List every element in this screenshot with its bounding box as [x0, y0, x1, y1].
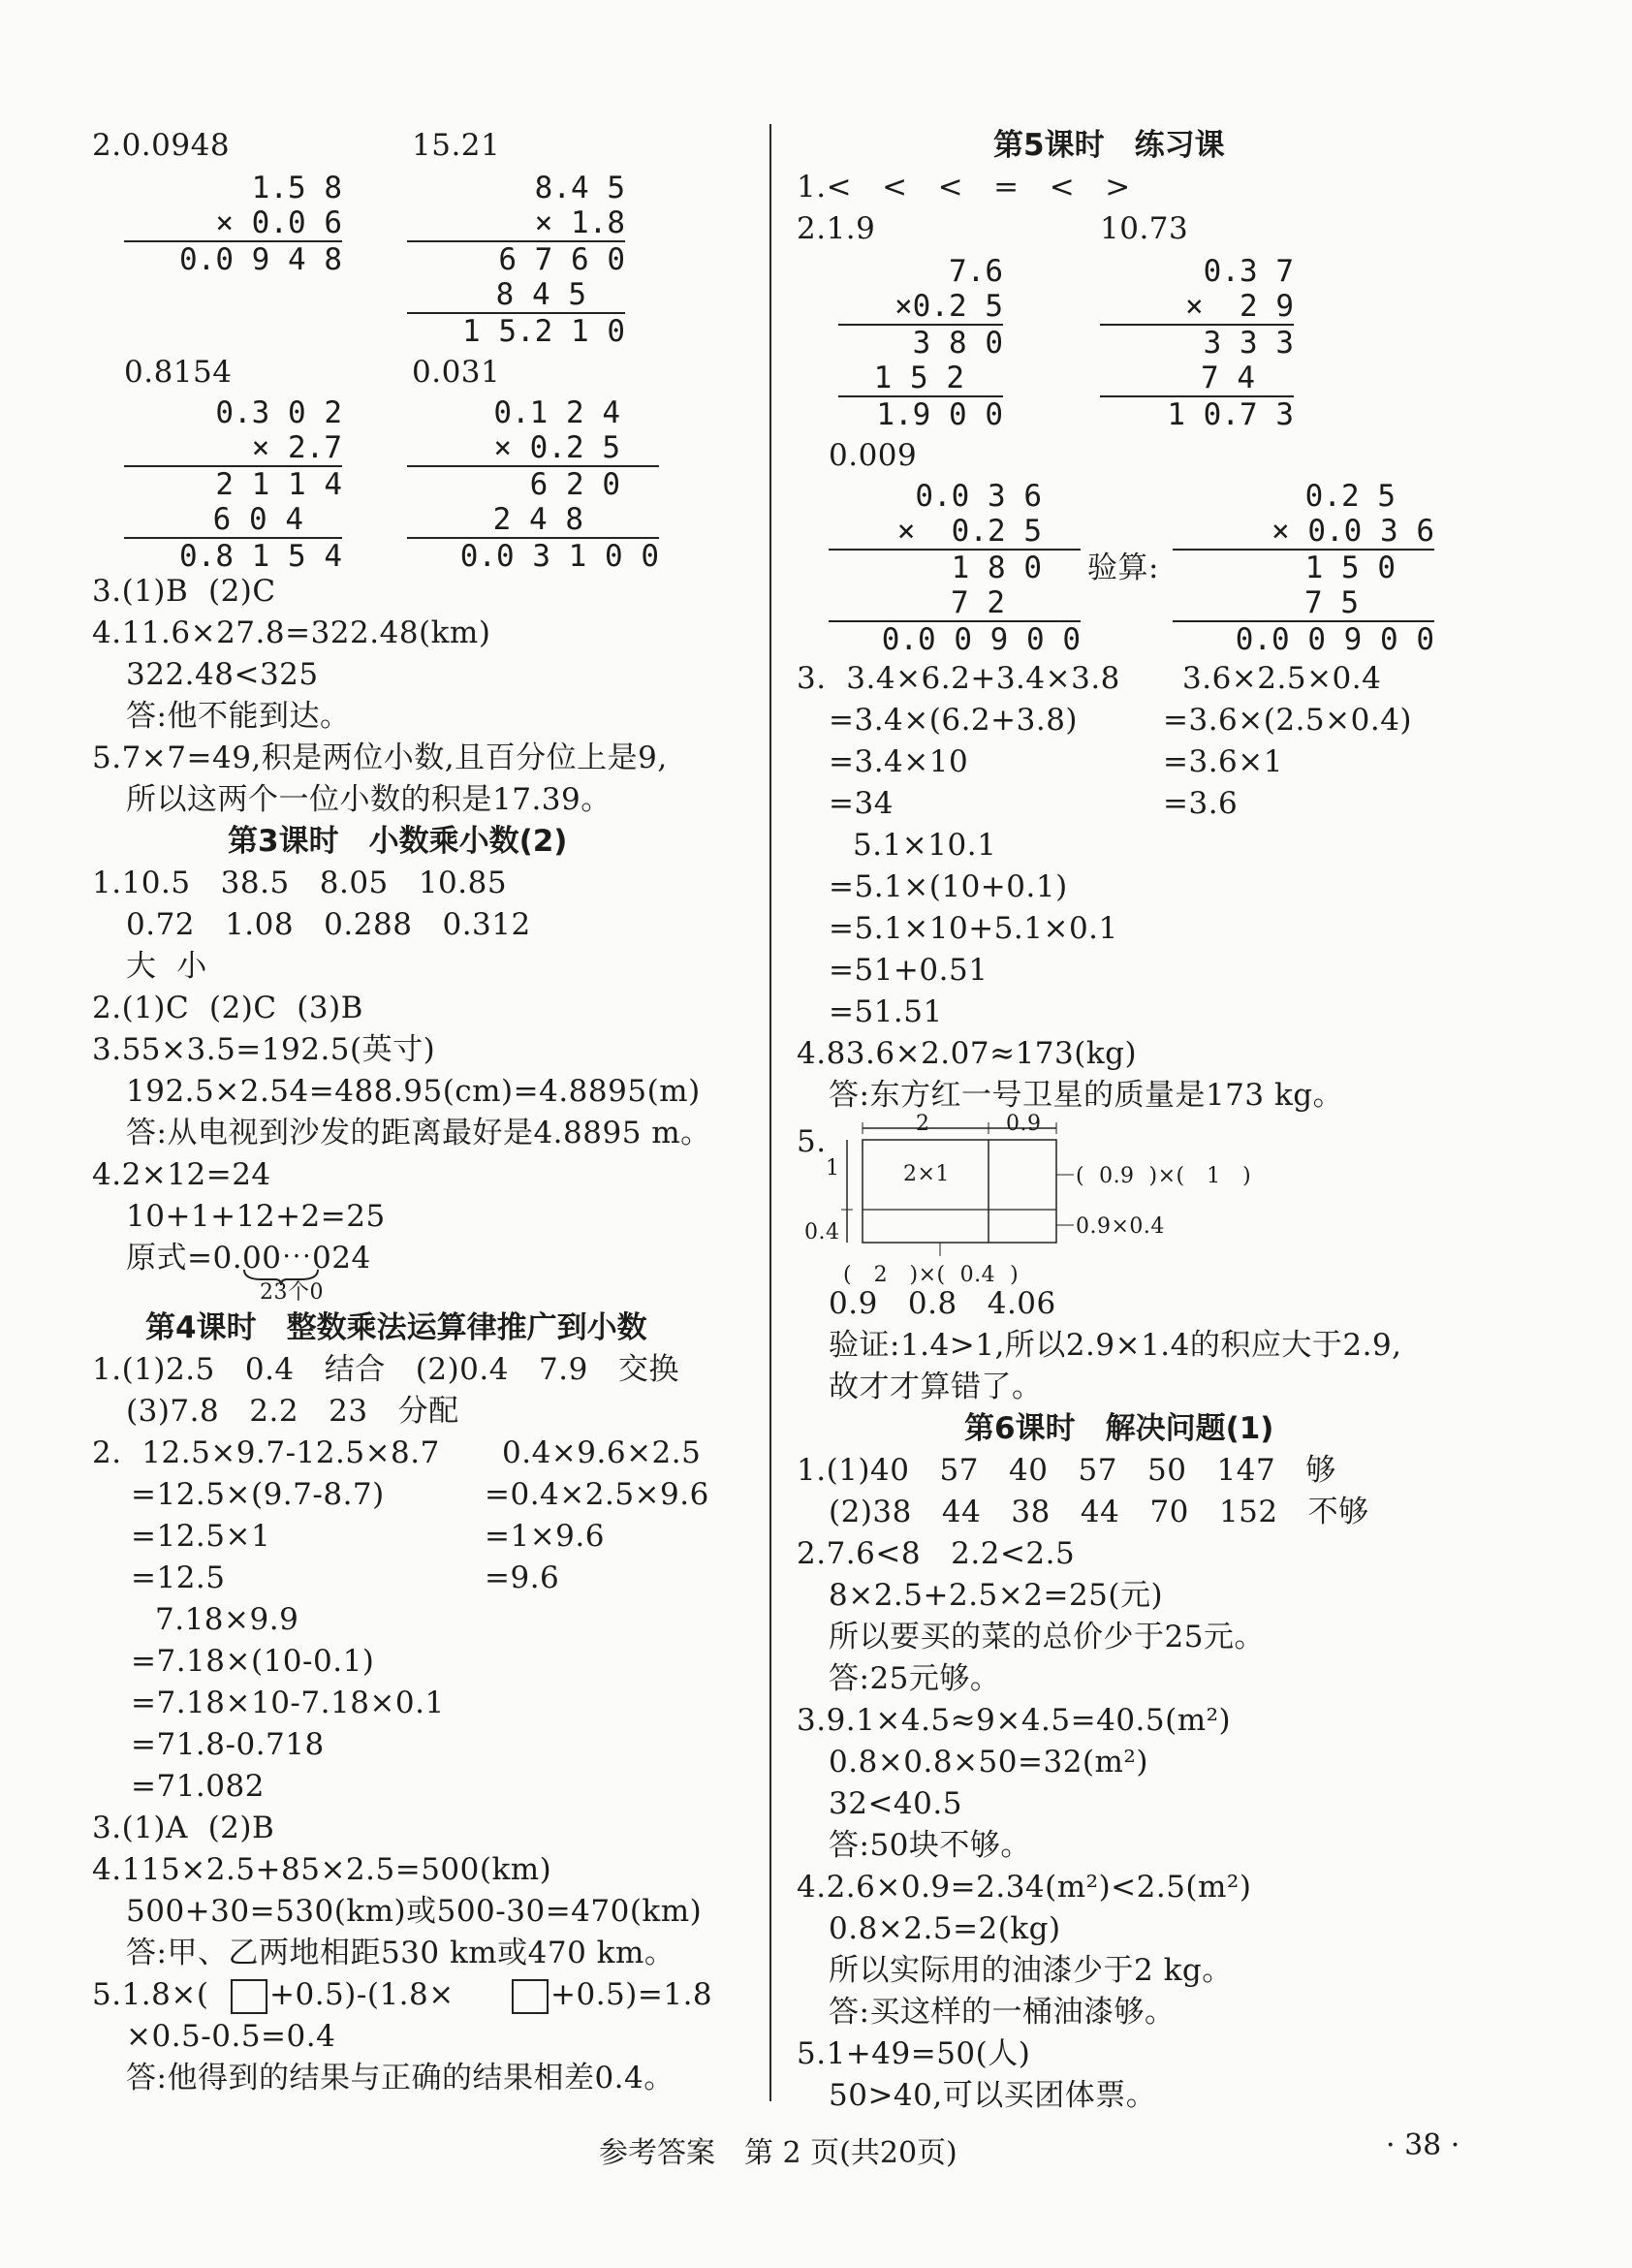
- answer-line: 4.2×12=24: [92, 1157, 271, 1192]
- answer-line: 7.18×9.9: [155, 1602, 299, 1637]
- answer-4-line: 答:他不能到达。: [126, 699, 351, 734]
- answer-line: =51+0.51: [829, 953, 989, 988]
- fig-label: 0.9×0.4: [1076, 1214, 1165, 1239]
- answer-line: 故才才算错了。: [829, 1370, 1043, 1404]
- answer-line: 0.8×2.5=2(kg): [829, 1911, 1061, 1946]
- answer-line: =3.4×10: [829, 744, 969, 779]
- answer-line: 0.9 0.8 4.06: [829, 1286, 1056, 1321]
- lesson-5-heading: 第5课时 练习课: [993, 128, 1225, 163]
- answer-line: 1.< < < = < >: [797, 170, 1131, 205]
- answer-line: 4.83.6×2.07≈173(kg): [797, 1036, 1138, 1071]
- answer-line: 3.9.1×4.5≈9×4.5=40.5(m²): [797, 1703, 1232, 1738]
- answer-line: 5.1+49=50(人): [797, 2036, 1031, 2071]
- answer-3: 3.(1)B (2)C: [92, 574, 276, 609]
- answer-line: =12.5×(9.7-8.7): [131, 1477, 385, 1512]
- answer-line: 0.4×9.6×2.5: [502, 1435, 702, 1470]
- answer-line: 答:50块不够。: [829, 1828, 1031, 1863]
- answer-line: +0.5)=1.8: [550, 1977, 713, 2012]
- answer-line: 3.6×2.5×0.4: [1182, 661, 1382, 696]
- answer-line: 3.55×3.5=192.5(英寸): [92, 1032, 436, 1067]
- lesson-3-heading: 第3课时 小数乘小数(2): [228, 824, 568, 859]
- brace-label: 23个0: [260, 1280, 324, 1305]
- fig-label: 1: [826, 1156, 840, 1181]
- answer-line: 答:他得到的结果与正确的结果相差0.4。: [126, 2061, 675, 2095]
- answer-line: =34: [829, 786, 894, 821]
- answer-line: =3.4×(6.2+3.8): [829, 703, 1079, 738]
- answer-line: =9.6: [485, 1560, 560, 1595]
- q2-b-result: 15.21: [412, 128, 501, 163]
- answer-line: 2.(1)C (2)C (3)B: [92, 991, 363, 1025]
- answer-line: 10.73: [1100, 211, 1189, 246]
- answer-line: 5.1.8×(: [92, 1977, 209, 2012]
- answer-line: +0.5)-(1.8×: [269, 1977, 455, 2012]
- vertical-mult-3: 0.3 0 2 × 2.7 2 1 1 4 6 0 4 0.8 1 5 4: [124, 395, 342, 574]
- answer-line: 192.5×2.54=488.95(cm)=4.8895(m): [126, 1074, 701, 1109]
- column-divider: [769, 124, 771, 2101]
- answer-line: 1.(1)40 57 40 57 50 147 够: [797, 1453, 1336, 1488]
- area-diagram: [804, 1112, 1252, 1262]
- answer-line: 2.1.9: [797, 211, 876, 246]
- answer-line: =7.18×10-7.18×0.1: [131, 1685, 445, 1720]
- fig-label: ( 0.9 )×( 1 ): [1076, 1164, 1252, 1188]
- answer-line: 1.(1)2.5 0.4 结合 (2)0.4 7.9 交换: [92, 1352, 679, 1387]
- answer-4: 4.11.6×27.8=322.48(km): [92, 615, 491, 650]
- answer-line: =5.1×10+5.1×0.1: [829, 911, 1118, 946]
- vertical-mult-8: 0.2 5 × 0.0 3 6 1 5 0 7 5 0.0 0 9 0 0: [1173, 479, 1434, 657]
- lesson-6-heading: 第6课时 解决问题(1): [964, 1411, 1274, 1446]
- blank-box: [231, 1979, 267, 2014]
- answer-line: 500+30=530(km)或500-30=470(km): [126, 1894, 703, 1929]
- answer-line: 1.10.5 38.5 8.05 10.85: [92, 866, 508, 900]
- answer-line: 5.: [797, 1124, 827, 1159]
- answer-line: ×0.5-0.5=0.4: [126, 2019, 336, 2054]
- answer-line: 8×2.5+2.5×2=25(元): [829, 1578, 1164, 1613]
- answer-line: (3)7.8 2.2 23 分配: [126, 1394, 459, 1429]
- answer-line: =3.6×(2.5×0.4): [1163, 703, 1413, 738]
- answer-line: 2. 12.5×9.7-12.5×8.7: [92, 1435, 440, 1470]
- answer-line: =3.6×1: [1163, 744, 1283, 779]
- answer-line: =7.18×(10-0.1): [131, 1644, 375, 1679]
- vertical-mult-6: 0.3 7 × 2 9 3 3 3 7 4 1 0.7 3: [1100, 254, 1294, 432]
- vertical-mult-7: 0.0 3 6 × 0.2 5 1 8 0 7 2 0.0 0 9 0 0: [829, 479, 1081, 657]
- q2-head: 2.0.0948: [92, 128, 231, 163]
- answer-5: 5.7×7=49,积是两位小数,且百分位上是9,: [92, 740, 668, 775]
- answer-4-line: 322.48<325: [126, 657, 319, 692]
- answer-line: =51.51: [829, 994, 943, 1029]
- fig-label: 2: [916, 1112, 930, 1136]
- fig-label: 0.4: [804, 1220, 840, 1244]
- vertical-mult-5: 7.6 ×0.2 5 3 8 0 1 5 2 1.9 0 0: [838, 254, 1003, 432]
- answer-line: 答:25元够。: [829, 1661, 1001, 1696]
- vertical-mult-1: 1.5 8 × 0.0 6 0.0 9 4 8: [124, 171, 342, 277]
- answer-line: =12.5: [131, 1560, 226, 1595]
- answer-line: 3. 3.4×6.2+3.4×3.8: [797, 661, 1120, 696]
- answer-line: (2)38 44 38 44 70 152 不够: [829, 1495, 1369, 1529]
- answer-line: 答:东方红一号卫星的质量是173 kg。: [829, 1078, 1344, 1113]
- footer-text: 参考答案 第 2 页(共20页): [599, 2136, 957, 2170]
- fig-label: 0.9: [1006, 1112, 1042, 1136]
- answer-line: 所以实际用的油漆少于2 kg。: [829, 1953, 1233, 1988]
- answer-line: 0.8×0.8×50=32(m²): [829, 1745, 1148, 1780]
- answer-line: 50>40,可以买团体票。: [829, 2078, 1157, 2113]
- answer-line: 4.2.6×0.9=2.34(m²)<2.5(m²): [797, 1870, 1252, 1905]
- answer-line: =71.8-0.718: [131, 1727, 325, 1762]
- answer-line: 答:从电视到沙发的距离最好是4.8895 m。: [126, 1116, 711, 1150]
- answer-line: =0.4×2.5×9.6: [485, 1477, 709, 1512]
- fig-label: ( 2 )×( 0.4 ): [843, 1263, 1020, 1287]
- answer-line: =12.5×1: [131, 1519, 271, 1554]
- answer-line: 所以要买的菜的总价少于25元。: [829, 1620, 1265, 1654]
- fig-label: 2×1: [903, 1162, 950, 1186]
- page-number: · 38 ·: [1386, 2128, 1460, 2162]
- answer-line: =3.6: [1163, 786, 1239, 821]
- answer-line: 原式=0.00⋯024: [126, 1241, 371, 1276]
- answer-line: 10+1+12+2=25: [126, 1199, 386, 1234]
- lesson-4-heading: 第4课时 整数乘法运算律推广到小数: [145, 1310, 647, 1345]
- vertical-mult-4: 0.1 2 4 × 0.2 5 6 2 0 2 4 8 0.0 3 1 0 0: [407, 395, 659, 574]
- answer-line: =1×9.6: [485, 1519, 605, 1554]
- q2-d-result: 0.031: [412, 355, 501, 390]
- answer-line: =5.1×(10+0.1): [829, 869, 1068, 904]
- answer-line: 大 小: [126, 949, 207, 984]
- answer-line: 3.(1)A (2)B: [92, 1811, 275, 1845]
- check-label: 验算:: [1087, 551, 1159, 585]
- answer-line: 32<40.5: [829, 1786, 962, 1821]
- answer-line: 0.72 1.08 0.288 0.312: [126, 907, 531, 942]
- answer-line: 答:买这样的一桶油漆够。: [829, 1995, 1176, 2030]
- answer-line: 4.115×2.5+85×2.5=500(km): [92, 1852, 552, 1887]
- answer-line: 0.009: [829, 438, 918, 473]
- answer-line: 验证:1.4>1,所以2.9×1.4的积应大于2.9,: [829, 1328, 1402, 1363]
- answer-line: 答:甲、乙两地相距530 km或470 km。: [126, 1936, 675, 1970]
- blank-box: [512, 1979, 549, 2014]
- answer-line: =71.082: [131, 1769, 265, 1804]
- answer-5-line: 所以这两个一位小数的积是17.39。: [126, 782, 612, 817]
- answer-line: 5.1×10.1: [853, 828, 997, 863]
- answer-line: 2.7.6<8 2.2<2.5: [797, 1536, 1076, 1571]
- vertical-mult-2: 8.4 5 × 1.8 6 7 6 0 8 4 5 1 5.2 1 0: [407, 171, 625, 349]
- q2-c-result: 0.8154: [124, 355, 233, 390]
